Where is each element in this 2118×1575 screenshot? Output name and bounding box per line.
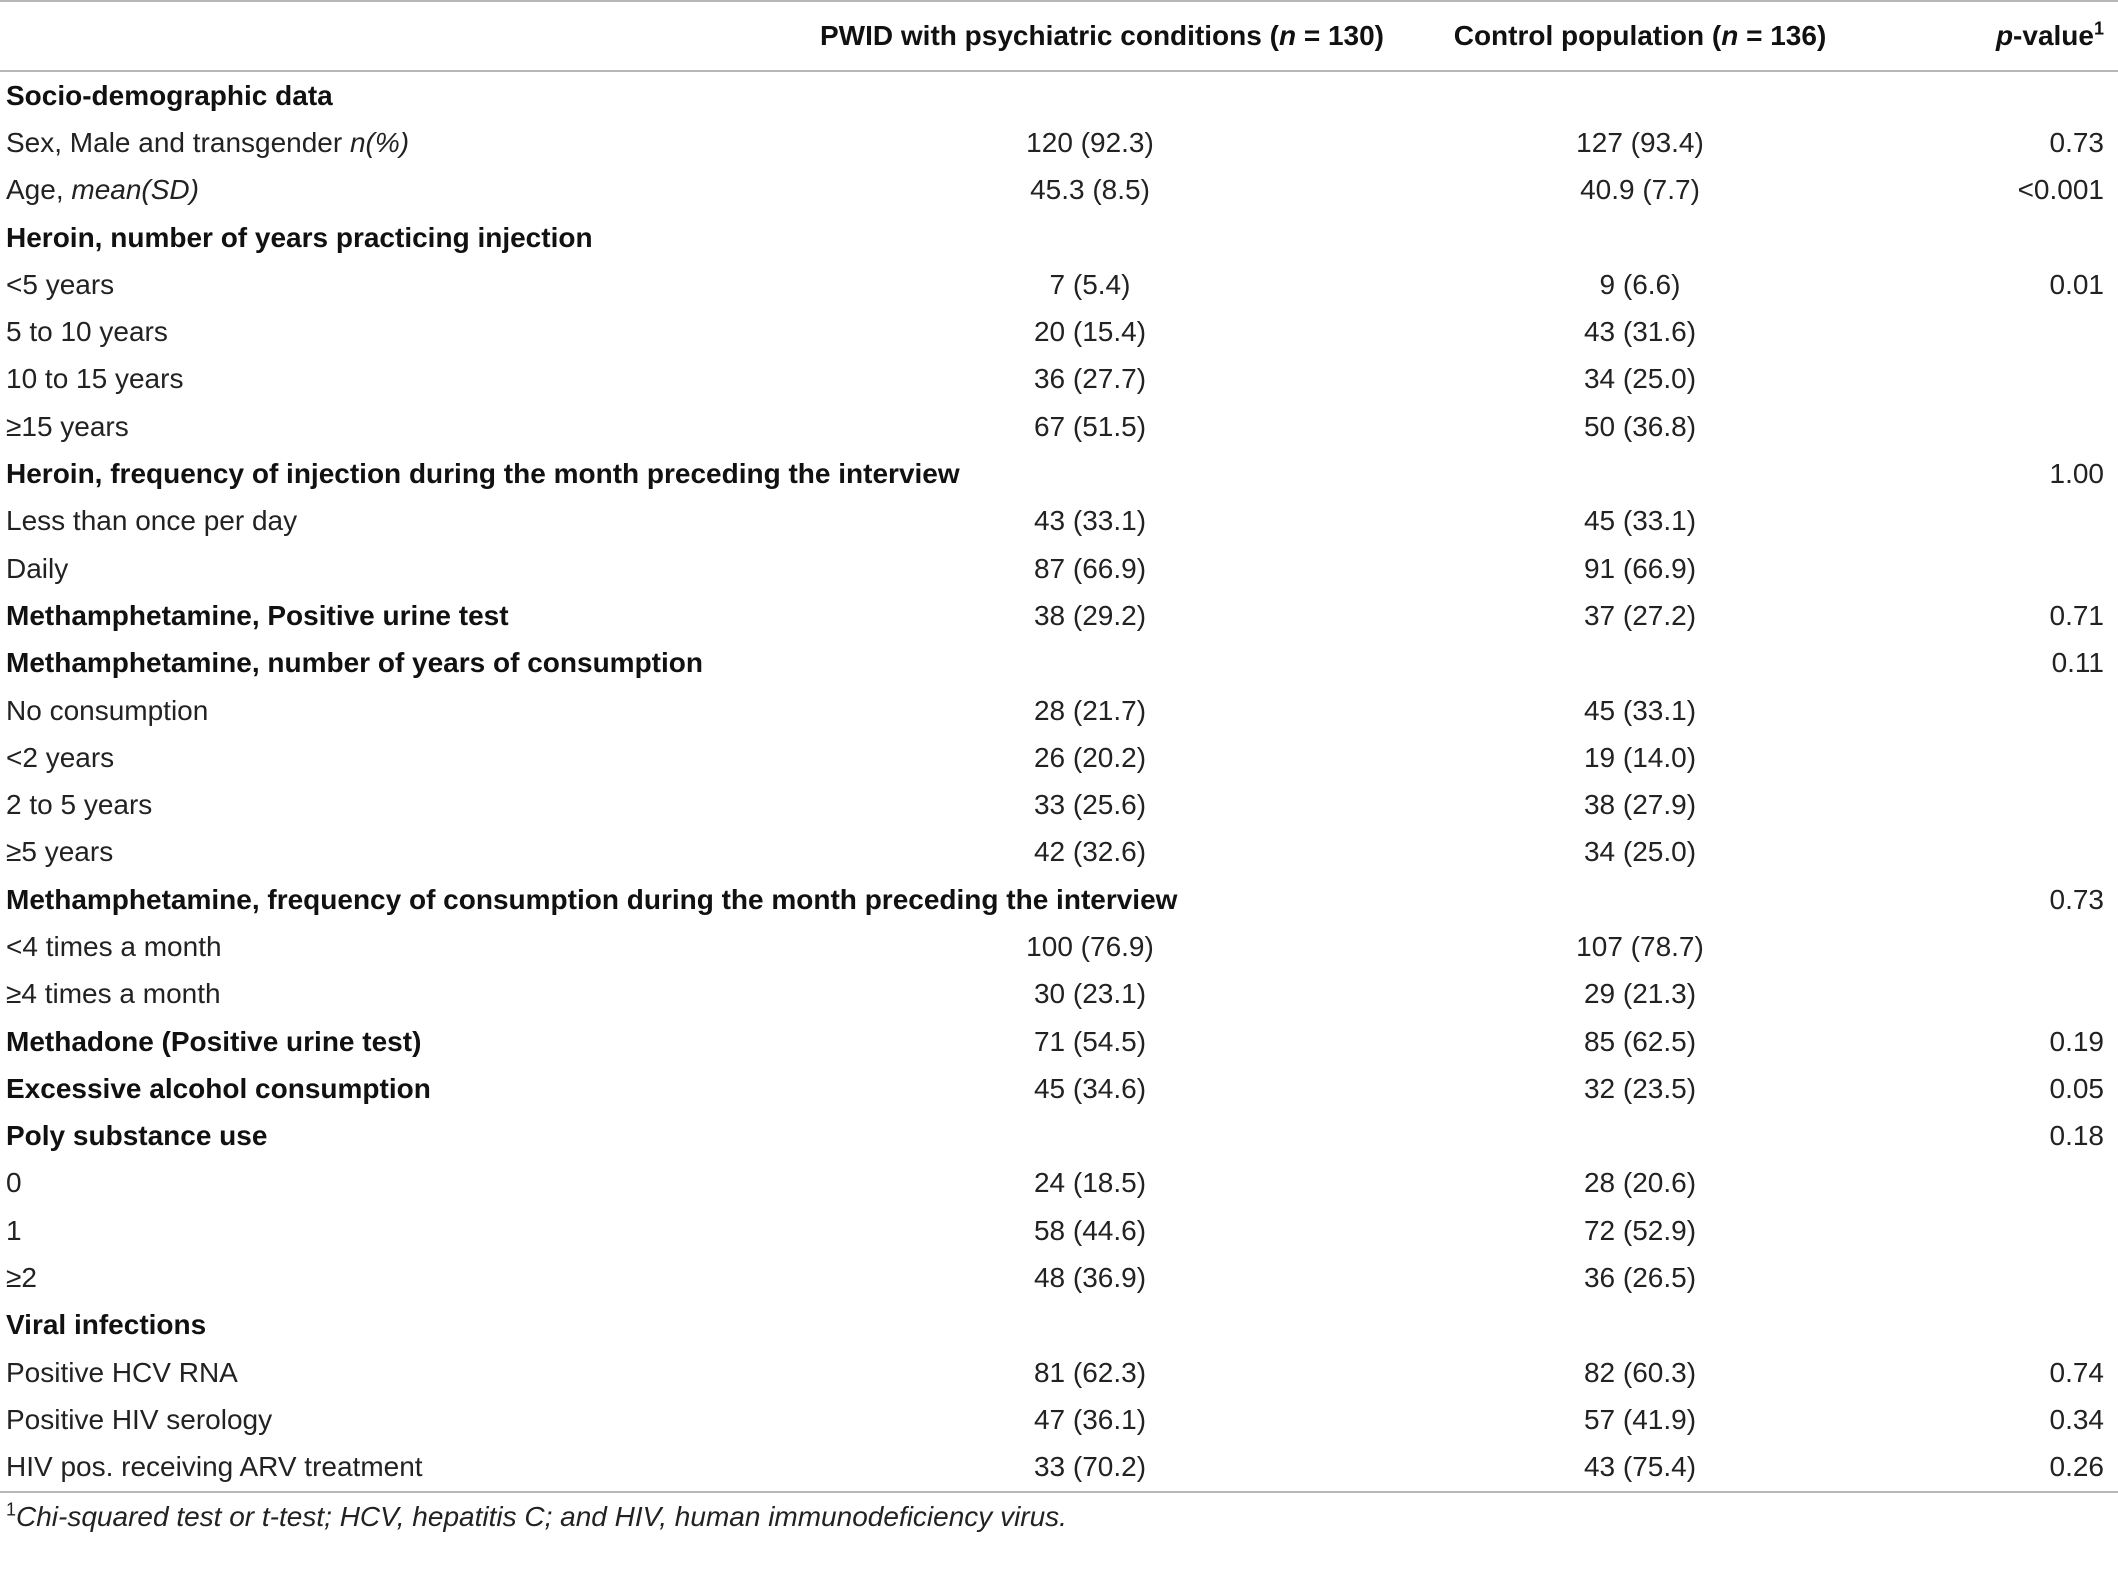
control-value: 50 (36.8) xyxy=(1583,410,1697,442)
row-label xyxy=(0,214,820,261)
control-value: 85 (62.5) xyxy=(1583,1025,1697,1057)
pwid-value: 67 (51.5) xyxy=(1033,410,1147,442)
table-row xyxy=(0,119,2118,166)
row-label xyxy=(0,403,820,450)
p-value: 0.71 xyxy=(2049,599,2104,631)
row-label xyxy=(0,592,820,639)
control-value: 57 (41.9) xyxy=(1583,1403,1697,1435)
table-section-row xyxy=(0,876,2118,923)
pwid-value: 43 (33.1) xyxy=(1033,505,1147,537)
table-row xyxy=(0,1207,2118,1254)
pwid-value xyxy=(820,71,1360,119)
p-value xyxy=(1920,734,2118,781)
row-label xyxy=(0,1160,820,1207)
p-value: 0.34 xyxy=(2049,1403,2104,1435)
row-label xyxy=(0,450,960,497)
table-row xyxy=(0,971,2118,1018)
pwid-value xyxy=(820,1113,1360,1160)
p-value xyxy=(1920,1207,2118,1254)
pwid-value: 100 (76.9) xyxy=(1026,930,1154,962)
row-label xyxy=(0,876,1178,923)
p-value xyxy=(1920,687,2118,734)
table-row xyxy=(0,687,2118,734)
header-control: Control population (n = 136) xyxy=(1453,20,1827,51)
table-section-row xyxy=(0,1065,2118,1112)
table-row xyxy=(0,829,2118,876)
table-section-row xyxy=(0,1113,2118,1160)
pwid-value: 47 (36.1) xyxy=(1033,1403,1147,1435)
control-value: 34 (25.0) xyxy=(1583,363,1697,395)
row-label-unit: n(%) xyxy=(349,126,410,158)
p-value: 0.74 xyxy=(2049,1356,2104,1388)
table-row xyxy=(0,734,2118,781)
row-label xyxy=(0,971,820,1018)
row-label-text: ≥4 times a month xyxy=(6,978,221,1010)
pwid-value: 58 (44.6) xyxy=(1033,1214,1147,1246)
control-value: 45 (33.1) xyxy=(1583,694,1697,726)
pwid-value: 33 (70.2) xyxy=(820,1444,1360,1492)
row-label xyxy=(0,498,820,545)
p-value xyxy=(1920,923,2118,970)
p-value xyxy=(1920,403,2118,450)
control-value: 43 (31.6) xyxy=(1583,316,1697,348)
table-section-row xyxy=(0,1302,2118,1349)
table-row xyxy=(0,1349,2118,1396)
pwid-value xyxy=(820,1302,1360,1349)
p-value: 0.19 xyxy=(2049,1025,2104,1057)
pwid-value: 20 (15.4) xyxy=(1033,316,1147,348)
row-label-text: Less than once per day xyxy=(6,505,298,537)
row-label-text: HIV pos. receiving ARV treatment xyxy=(6,1451,423,1483)
header-variable xyxy=(0,1,820,71)
row-label-text: Excessive alcohol consumption xyxy=(6,1072,431,1104)
pwid-value: 28 (21.7) xyxy=(1033,694,1147,726)
table-section-row xyxy=(0,640,2118,687)
row-label-text: Positive HCV RNA xyxy=(6,1356,238,1388)
row-label xyxy=(0,734,820,781)
p-value xyxy=(1920,829,2118,876)
p-value xyxy=(1920,971,2118,1018)
table-row xyxy=(0,167,2118,214)
row-label-text: ≥2 xyxy=(6,1262,37,1294)
row-label-unit: mean(SD) xyxy=(71,174,199,206)
table-row xyxy=(0,403,2118,450)
row-label xyxy=(0,356,820,403)
p-value xyxy=(1920,545,2118,592)
control-value: 45 (33.1) xyxy=(1583,505,1697,537)
p-value xyxy=(1920,1254,2118,1301)
row-label xyxy=(0,687,820,734)
row-label xyxy=(0,545,820,592)
header-pwid: PWID with psychiatric conditions (n = 130) xyxy=(820,20,1384,51)
row-label-text: Methamphetamine, frequency of consumption during the month preceding the interview xyxy=(6,883,1178,915)
p-value: 0.05 xyxy=(2049,1072,2104,1104)
pwid-value: 45.3 (8.5) xyxy=(1030,174,1150,206)
p-value: 0.26 xyxy=(1920,1444,2118,1492)
table-row xyxy=(0,1160,2118,1207)
table-row xyxy=(0,545,2118,592)
control-value: 43 (75.4) xyxy=(1360,1444,1920,1492)
row-label-text: Heroin, number of years practicing injection xyxy=(6,221,593,253)
footnote-text: Chi-squared test or t-test; HCV, hepatitis C; and HIV, human immunodeficiency virus. xyxy=(16,1500,1067,1532)
row-label xyxy=(0,1065,820,1112)
p-value xyxy=(1920,71,2118,119)
row-label xyxy=(0,1396,820,1443)
pwid-value: 42 (32.6) xyxy=(1033,836,1147,868)
pwid-value: 26 (20.2) xyxy=(1033,741,1147,773)
control-value xyxy=(1360,640,1920,687)
row-label xyxy=(0,1113,820,1160)
p-value xyxy=(1920,356,2118,403)
p-value: 1.00 xyxy=(2049,458,2104,490)
row-label-text: Sex, Male and transgender xyxy=(6,126,350,158)
row-label-text: Positive HIV serology xyxy=(6,1403,273,1435)
table-section-row xyxy=(0,71,2118,119)
table-row xyxy=(0,356,2118,403)
row-label xyxy=(0,1444,820,1492)
row-label xyxy=(0,829,820,876)
row-label xyxy=(0,261,820,308)
row-label xyxy=(0,167,820,214)
row-label-text: ≥15 years xyxy=(6,410,129,442)
row-label-text: Poly substance use xyxy=(6,1120,268,1152)
table-row xyxy=(0,1396,2118,1443)
pwid-value: 38 (29.2) xyxy=(1033,599,1147,631)
row-label-text: 2 to 5 years xyxy=(6,789,153,821)
control-value: 91 (66.9) xyxy=(1583,552,1697,584)
pwid-value: 81 (62.3) xyxy=(1033,1356,1147,1388)
p-value xyxy=(1920,1302,2118,1349)
row-label xyxy=(0,781,820,828)
p-value: 0.73 xyxy=(2049,126,2104,158)
p-value xyxy=(1920,214,2118,261)
table-row xyxy=(0,781,2118,828)
pwid-value: 71 (54.5) xyxy=(1033,1025,1147,1057)
row-label-text: No consumption xyxy=(6,694,209,726)
control-value xyxy=(1360,1302,1920,1349)
row-label xyxy=(0,640,820,687)
p-value: <0.001 xyxy=(2017,174,2104,206)
p-value xyxy=(1920,781,2118,828)
control-value: 28 (20.6) xyxy=(1583,1167,1697,1199)
control-value xyxy=(1360,1113,1920,1160)
table-row xyxy=(0,1444,2118,1492)
row-label-text: Methadone (Positive urine test) xyxy=(6,1025,422,1057)
row-label xyxy=(0,1302,820,1349)
table-row xyxy=(0,261,2118,308)
row-label xyxy=(0,1254,820,1301)
control-value: 19 (14.0) xyxy=(1583,741,1697,773)
table-footnote xyxy=(6,1501,2118,1533)
row-label xyxy=(0,1349,820,1396)
row-label-text: 10 to 15 years xyxy=(6,363,184,395)
pwid-value: 30 (23.1) xyxy=(1033,978,1147,1010)
row-label-text: Daily xyxy=(6,552,69,584)
control-value: 40.9 (7.7) xyxy=(1580,174,1700,206)
row-label xyxy=(0,1018,820,1065)
pwid-value: 24 (18.5) xyxy=(1033,1167,1147,1199)
pwid-value: 45 (34.6) xyxy=(1033,1072,1147,1104)
pwid-value: 7 (5.4) xyxy=(1049,268,1131,300)
control-value: 36 (26.5) xyxy=(1583,1262,1697,1294)
control-value: 32 (23.5) xyxy=(1583,1072,1697,1104)
table-row xyxy=(0,923,2118,970)
row-label xyxy=(0,308,820,355)
table-section-row xyxy=(0,450,2118,497)
row-label-text: Heroin, frequency of injection during the month preceding the interview xyxy=(6,458,960,490)
control-value xyxy=(1360,876,1920,923)
pwid-value: 48 (36.9) xyxy=(1033,1262,1147,1294)
row-label xyxy=(0,71,820,119)
p-value xyxy=(1920,498,2118,545)
control-value: 9 (6.6) xyxy=(1599,268,1681,300)
table-section-row xyxy=(0,1018,2118,1065)
control-value: 37 (27.2) xyxy=(1583,599,1697,631)
pwid-value: 120 (92.3) xyxy=(1026,126,1154,158)
control-value: 72 (52.9) xyxy=(1583,1214,1697,1246)
row-label-text: ≥5 years xyxy=(6,836,114,868)
control-value: 38 (27.9) xyxy=(1583,789,1697,821)
row-label-text: 0 xyxy=(6,1167,22,1199)
p-value: 0.01 xyxy=(2049,268,2104,300)
control-value xyxy=(1360,450,1920,497)
p-value: 0.11 xyxy=(2051,647,2104,679)
p-value xyxy=(1920,308,2118,355)
table-header-row xyxy=(0,1,2118,71)
row-label-text: 1 xyxy=(6,1214,22,1246)
row-label-text: Viral infections xyxy=(6,1309,207,1341)
row-label xyxy=(0,119,820,166)
row-label-text: Age, xyxy=(6,174,72,206)
table-section-row xyxy=(0,592,2118,639)
table-row xyxy=(0,308,2118,355)
footnote-marker: 1 xyxy=(6,1499,17,1520)
pwid-value xyxy=(820,640,1360,687)
control-value: 127 (93.4) xyxy=(1576,126,1704,158)
table-row xyxy=(0,498,2118,545)
row-label-text: <5 years xyxy=(6,268,115,300)
control-value: 29 (21.3) xyxy=(1583,978,1697,1010)
control-value: 34 (25.0) xyxy=(1583,836,1697,868)
control-value: 107 (78.7) xyxy=(1576,930,1704,962)
row-label xyxy=(0,923,820,970)
row-label-text: Socio-demographic data xyxy=(6,79,333,111)
p-value xyxy=(1920,1160,2118,1207)
row-label xyxy=(0,1207,820,1254)
pwid-value: 36 (27.7) xyxy=(1033,363,1147,395)
row-label-text: Methamphetamine, number of years of consumption xyxy=(6,647,703,679)
control-value xyxy=(1360,214,1920,261)
table-row xyxy=(0,1254,2118,1301)
control-value: 82 (60.3) xyxy=(1583,1356,1697,1388)
row-label-text: Methamphetamine, Positive urine test xyxy=(6,599,509,631)
table-section-row xyxy=(0,214,2118,261)
p-value: 0.18 xyxy=(2049,1120,2104,1152)
p-value: 0.73 xyxy=(2049,883,2104,915)
row-label-text: 5 to 10 years xyxy=(6,316,168,348)
pwid-value: 33 (25.6) xyxy=(1033,789,1147,821)
pwid-value: 87 (66.9) xyxy=(1033,552,1147,584)
row-label-text: <2 years xyxy=(6,741,115,773)
control-value xyxy=(1360,71,1920,119)
header-p-value: p-value$^1$ xyxy=(1995,18,2104,51)
row-label-text: <4 times a month xyxy=(6,930,222,962)
table-body xyxy=(0,71,2118,1492)
pwid-value xyxy=(820,214,1360,261)
